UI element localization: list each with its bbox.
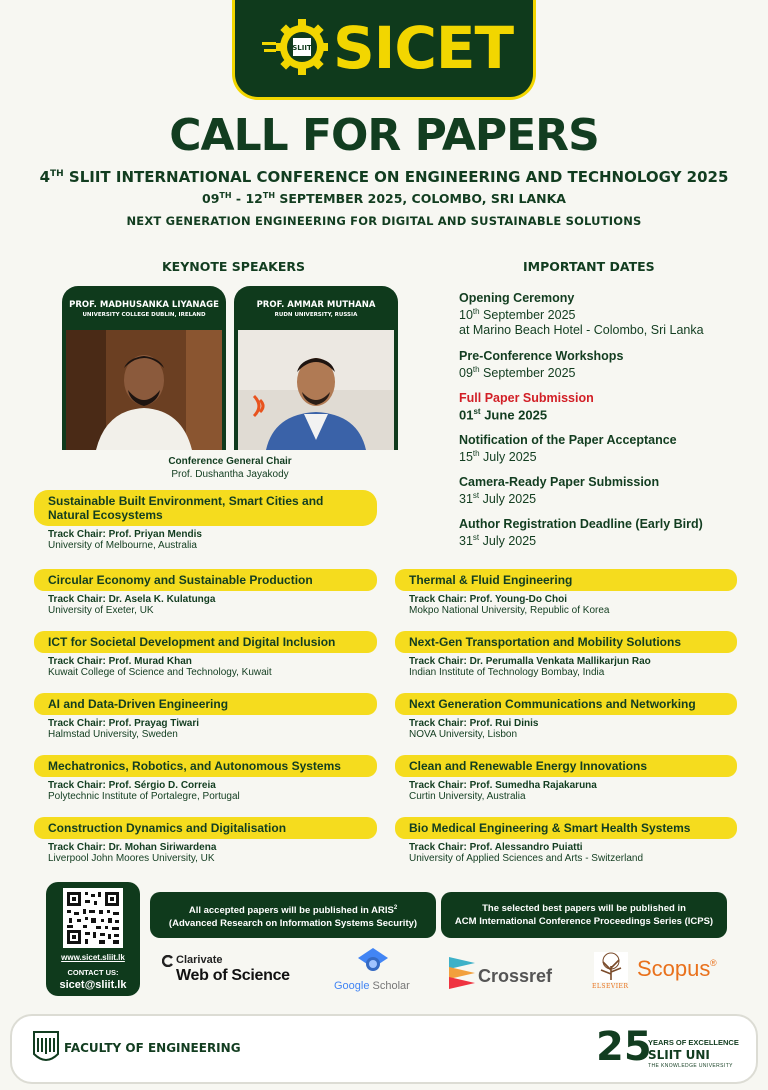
aris-publication-box	[150, 892, 436, 938]
general-chair-title: Conference General Chair	[168, 456, 292, 467]
svg-text:SLIIT: SLIIT	[292, 44, 312, 52]
track-left-5	[34, 755, 377, 802]
page-title: CALL FOR PAPERS	[169, 110, 599, 161]
track-chair: Track Chair: Prof. Sumedha Rajakaruna	[409, 780, 597, 791]
track-left-4	[34, 693, 377, 740]
speaker-photo	[238, 330, 394, 450]
date-value: 15th July 2025	[459, 449, 537, 465]
contact-email[interactable]: sicet@sliit.lk	[59, 979, 127, 991]
track-chair: Track Chair: Prof. Young-Do Choi	[409, 594, 567, 605]
date-venue: at Marino Beach Hotel - Colombo, Sri Lanka	[459, 323, 704, 338]
conference-dates: 09TH - 12TH SEPTEMBER 2025, COLOMBO, SRI LANKA	[202, 191, 566, 207]
track-right-1	[395, 569, 737, 616]
track-university: Indian Institute of Technology Bombay, India	[409, 667, 605, 678]
sicet-logo-text: SICET	[333, 14, 514, 82]
track-university: Halmstad University, Sweden	[48, 729, 178, 740]
track-university: University of Melbourne, Australia	[48, 540, 197, 551]
date-item-notification	[459, 433, 759, 464]
date-value: 09th September 2025	[459, 365, 576, 381]
track-right-3	[395, 693, 737, 740]
track-right-4	[395, 755, 737, 802]
speaker-name: PROF. MADHUSANKA LIYANAGE	[69, 300, 219, 310]
track-university: University of Applied Sciences and Arts - Switzerland	[409, 853, 643, 864]
dates-heading: IMPORTANT DATES	[523, 259, 655, 274]
date-value: 31st July 2025	[459, 533, 537, 549]
scopus-text: Scopus	[637, 956, 711, 981]
track-chair: Track Chair: Prof. Murad Khan	[48, 656, 192, 667]
track-university: Mokpo National University, Republic of Korea	[409, 605, 610, 616]
track-chair: Track Chair: Dr. Asela K. Kulatunga	[48, 594, 216, 605]
track-title: Clean and Renewable Energy Innovations	[395, 755, 737, 777]
date-label: Author Registration Deadline (Early Bird)	[459, 517, 703, 531]
general-chair-name: Prof. Dushantha Jayakody	[171, 469, 289, 480]
track-right-2	[395, 631, 737, 678]
gear-logo-icon	[262, 16, 334, 78]
track-chair: Track Chair: Dr. Perumalla Venkata Mallikarjun Rao	[409, 656, 651, 667]
track-title: Construction Dynamics and Digitalisation	[34, 817, 377, 839]
date-item-full-paper	[459, 391, 759, 422]
track-title: Mechatronics, Robotics, and Autonomous Systems	[34, 755, 377, 777]
track-title: Next-Gen Transportation and Mobility Solutions	[395, 631, 737, 653]
date-label: Pre-Conference Workshops	[459, 349, 624, 363]
date-label: Full Paper Submission	[459, 391, 594, 405]
date-value: 01st June 2025	[459, 407, 548, 423]
track-left-3	[34, 631, 377, 678]
google-scholar-icon	[358, 948, 388, 974]
speaker-card-2	[234, 286, 398, 450]
acm-text-line2: ACM International Conference Proceedings Series (ICPS)	[454, 916, 714, 927]
speaker-affiliation: RUDN UNIVERSITY, RUSSIA	[274, 312, 358, 318]
years-text: YEARS OF EXCELLENCE	[648, 1038, 739, 1047]
qr-code-icon[interactable]	[63, 888, 123, 948]
track-chair: Track Chair: Prof. Priyan Mendis	[48, 529, 202, 540]
track-university: Liverpool John Moores University, UK	[48, 853, 215, 864]
track-chair: Track Chair: Prof. Rui Dinis	[409, 718, 539, 729]
date-value: 10th September 2025	[459, 307, 576, 323]
date-label: Camera-Ready Paper Submission	[459, 475, 660, 489]
track-right-5	[395, 817, 737, 864]
speaker-affiliation: UNIVERSITY COLLEGE DUBLIN, IRELAND	[82, 312, 206, 318]
track-university: Kuwait College of Science and Technology, Kuwait	[48, 667, 272, 678]
clarivate-icon	[162, 955, 174, 967]
speaker-name: PROF. AMMAR MUTHANA	[256, 300, 376, 310]
speaker-photo	[66, 330, 222, 450]
track-chair: Track Chair: Prof. Prayag Tiwari	[48, 718, 199, 729]
elsevier-tree-icon	[594, 952, 628, 982]
track-chair: Track Chair: Prof. Sérgio D. Correia	[48, 780, 216, 791]
sliit-tagline: THE KNOWLEDGE UNIVERSITY	[648, 1063, 733, 1069]
google-scholar-text: Google Scholar	[334, 980, 410, 992]
track-university: NOVA University, Lisbon	[409, 729, 518, 740]
date-label: Notification of the Paper Acceptance	[459, 433, 677, 447]
website-link[interactable]: www.sicet.sliit.lk	[61, 953, 125, 962]
clarivate-text: Clarivate	[176, 954, 223, 966]
sliit-crest-icon	[32, 1030, 60, 1066]
web-of-science-text: Web of Science	[176, 967, 290, 984]
faculty-name: FACULTY OF ENGINEERING	[64, 1041, 241, 1055]
track-left-1	[34, 490, 377, 551]
acm-publication-box	[441, 892, 727, 938]
years-number: 25	[596, 1024, 652, 1070]
speaker-card-1	[62, 286, 226, 450]
track-chair: Track Chair: Dr. Mohan Siriwardena	[48, 842, 217, 853]
date-item-camera-ready	[459, 475, 759, 506]
track-title: Sustainable Built Environment, Smart Cities and Natural Ecosystems	[34, 490, 377, 526]
conference-theme: NEXT GENERATION ENGINEERING FOR DIGITAL AND SUSTAINABLE SOLUTIONS	[126, 214, 642, 228]
crossref-text: Crossref	[478, 966, 553, 986]
sliit-uni-text: SLIIT UNI	[648, 1048, 710, 1062]
track-university: Curtin University, Australia	[409, 791, 526, 802]
track-chair: Track Chair: Prof. Alessandro Puiatti	[409, 842, 583, 853]
acm-text-line1: The selected best papers will be published in	[482, 903, 686, 914]
track-title: AI and Data-Driven Engineering	[34, 693, 377, 715]
track-left-6	[34, 817, 377, 864]
conference-name: 4TH SLIIT INTERNATIONAL CONFERENCE ON ENGINEERING AND TECHNOLOGY 2025	[39, 168, 729, 186]
contact-box	[46, 882, 140, 996]
aris-text-line1: All accepted papers will be published in ARIS$^2$	[188, 905, 398, 917]
date-item-opening	[459, 291, 759, 337]
track-title: Thermal & Fluid Engineering	[395, 569, 737, 591]
date-item-workshops	[459, 349, 759, 380]
aris-text-line2: (Advanced Research on Information Systems Security)	[168, 918, 418, 930]
date-item-registration	[459, 517, 759, 548]
track-title: Circular Economy and Sustainable Production	[34, 569, 377, 591]
track-left-2	[34, 569, 377, 616]
keynote-heading: KEYNOTE SPEAKERS	[162, 259, 306, 274]
track-title: Next Generation Communications and Networking	[395, 693, 737, 715]
track-university: University of Exeter, UK	[48, 605, 154, 616]
track-title: ICT for Societal Development and Digital Inclusion	[34, 631, 377, 653]
crossref-icon	[449, 957, 475, 989]
date-label: Opening Ceremony	[459, 291, 575, 305]
track-university: Polytechnic Institute of Portalegre, Portugal	[48, 791, 240, 802]
track-title: Bio Medical Engineering & Smart Health Systems	[395, 817, 737, 839]
scopus-registered-mark: ®	[710, 958, 717, 968]
elsevier-text: ELSEVIER	[592, 983, 629, 990]
contact-label: CONTACT US:	[67, 968, 119, 977]
date-value: 31st July 2025	[459, 491, 537, 507]
